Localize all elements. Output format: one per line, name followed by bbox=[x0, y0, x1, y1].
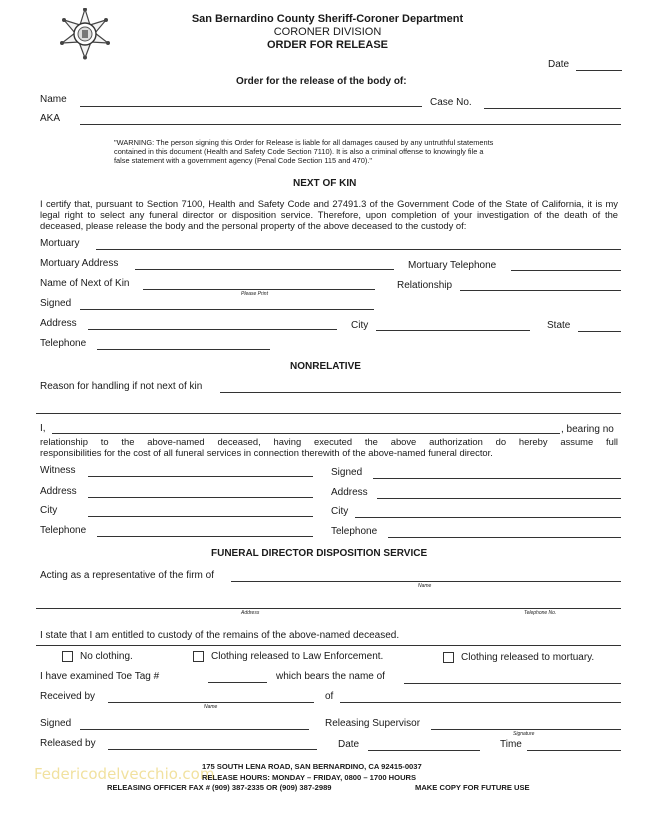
release-signed-field[interactable] bbox=[80, 729, 309, 730]
nonrelative-address-field[interactable] bbox=[377, 498, 621, 499]
mortuary-telephone-field[interactable] bbox=[511, 270, 621, 271]
release-date-field[interactable] bbox=[368, 750, 480, 751]
mortuary-address-field[interactable] bbox=[135, 269, 394, 270]
mortuary-field[interactable] bbox=[96, 249, 621, 250]
firm-telephone-caption: Telephone No. bbox=[524, 610, 557, 616]
funeral-director-heading: FUNERAL DIRECTOR DISPOSITION SERVICE bbox=[211, 548, 428, 559]
i-label: I, bbox=[40, 423, 46, 434]
aka-field[interactable] bbox=[80, 124, 621, 125]
responsibility-paragraph: relationship to the above-named deceased, having executed the above authorization do hereby assume full responsibilities for the cost of all funeral services in connection therewith of the above-named funeral director. bbox=[40, 436, 618, 458]
warning-text: "WARNING: The person signing this Order for Release is liable for all damages caused by any untruthful statements contained in this document (Health and Safety Code Section 7110). It is also a criminal offense to knowingly file a false statement with a government agency (Penal Code Section 115 and 470)." bbox=[114, 138, 494, 165]
nonrelative-signed-field[interactable] bbox=[373, 478, 621, 479]
of-label: of bbox=[325, 691, 334, 702]
release-signed-label: Signed bbox=[40, 718, 72, 729]
releasing-supervisor-field[interactable] bbox=[431, 729, 621, 730]
witness-telephone-field[interactable] bbox=[97, 536, 313, 537]
date-field[interactable] bbox=[576, 70, 622, 71]
of-field[interactable] bbox=[340, 702, 621, 703]
nonrelative-telephone-label: Telephone bbox=[331, 526, 378, 537]
nonrelative-city-label: City bbox=[331, 506, 349, 517]
telephone-label: Telephone bbox=[40, 338, 87, 349]
releasing-supervisor-label: Releasing Supervisor bbox=[325, 718, 421, 729]
toe-tag-label: I have examined Toe Tag # bbox=[40, 671, 160, 682]
signature-caption: Signature bbox=[513, 731, 535, 737]
witness-telephone-label: Telephone bbox=[40, 525, 87, 536]
order-line: Order for the release of the body of: bbox=[236, 76, 407, 87]
law-enforcement-checkbox[interactable] bbox=[193, 651, 204, 662]
firm-name-field[interactable] bbox=[231, 581, 621, 582]
name-label: Name bbox=[40, 94, 67, 105]
decedent-name-field[interactable] bbox=[80, 106, 422, 107]
nonrelative-address-label: Address bbox=[331, 487, 368, 498]
signed-field[interactable] bbox=[80, 309, 374, 310]
nonrelative-name-field[interactable] bbox=[52, 433, 560, 434]
department-name: San Bernardino County Sheriff-Coroner Department bbox=[191, 13, 464, 25]
nonrelative-heading: NONRELATIVE bbox=[290, 361, 361, 372]
witness-city-label: City bbox=[40, 505, 58, 516]
footer-hours: RELEASE HOURS: MONDAY – FRIDAY, 0800 – 1700 HOURS bbox=[202, 773, 417, 782]
release-time-field[interactable] bbox=[527, 750, 621, 751]
released-by-field[interactable] bbox=[108, 749, 317, 750]
form-title: ORDER FOR RELEASE bbox=[266, 39, 388, 51]
city-label: City bbox=[351, 320, 369, 331]
state-field[interactable] bbox=[578, 331, 621, 332]
no-clothing-label: No clothing. bbox=[80, 651, 133, 662]
telephone-field[interactable] bbox=[97, 349, 270, 350]
address-label: Address bbox=[40, 318, 77, 329]
witness-address-field[interactable] bbox=[88, 497, 313, 498]
released-by-label: Released by bbox=[40, 738, 96, 749]
no-clothing-checkbox[interactable] bbox=[62, 651, 73, 662]
city-field[interactable] bbox=[376, 330, 530, 331]
received-name-caption: Name bbox=[204, 704, 218, 710]
aka-label: AKA bbox=[40, 113, 61, 124]
nonrelative-signed-label: Signed bbox=[331, 467, 363, 478]
witness-address-label: Address bbox=[40, 486, 77, 497]
nonrelative-city-field[interactable] bbox=[355, 517, 621, 518]
custody-divider bbox=[36, 645, 621, 646]
mortuary-clothing-checkbox[interactable] bbox=[443, 652, 454, 663]
address-field[interactable] bbox=[88, 329, 337, 330]
reason-field-line-2[interactable] bbox=[36, 413, 621, 414]
firm-name-caption: Name bbox=[418, 583, 432, 589]
mortuary-address-label: Mortuary Address bbox=[40, 258, 119, 269]
watermark-text: Federicodelvecchio.com bbox=[34, 765, 215, 783]
toe-tag-field[interactable] bbox=[208, 682, 267, 683]
division-name: CORONER DIVISION bbox=[273, 26, 382, 38]
certification-paragraph: I certify that, pursuant to Section 7100, Health and Safety Code and 27491.3 of the Government Code of the State of California, it is my legal right to select any funeral director or disposition service. Therefore, upon completion of your investigation of the death of the deceased, please release the body and the personal property of the above deceased to the custody of: bbox=[40, 198, 618, 231]
nonrelative-telephone-field[interactable] bbox=[388, 537, 621, 538]
witness-label: Witness bbox=[40, 465, 76, 476]
date-label: Date bbox=[548, 59, 570, 70]
received-by-label: Received by bbox=[40, 691, 96, 702]
footer-copy-note: MAKE COPY FOR FUTURE USE bbox=[415, 783, 530, 792]
law-enforcement-label: Clothing released to Law Enforcement. bbox=[211, 651, 384, 662]
mortuary-clothing-label: Clothing released to mortuary. bbox=[461, 652, 595, 663]
custody-statement: I state that I am entitled to custody of the remains of the above-named deceased. bbox=[40, 630, 400, 641]
mortuary-telephone-label: Mortuary Telephone bbox=[408, 260, 497, 271]
case-no-field[interactable] bbox=[484, 108, 621, 109]
bearing-no-label: , bearing no bbox=[561, 424, 614, 435]
please-print-caption: Please Print bbox=[241, 291, 268, 297]
release-date-label: Date bbox=[338, 739, 360, 750]
release-time-label: Time bbox=[500, 739, 522, 750]
reason-field[interactable] bbox=[220, 392, 621, 393]
firm-address-caption: Address bbox=[241, 610, 260, 616]
relationship-label: Relationship bbox=[397, 280, 453, 291]
next-of-kin-name-field[interactable] bbox=[143, 289, 375, 290]
state-label: State bbox=[547, 320, 571, 331]
received-by-field[interactable] bbox=[108, 702, 314, 703]
signed-label: Signed bbox=[40, 298, 72, 309]
tag-name-field[interactable] bbox=[404, 683, 621, 684]
acting-label: Acting as a representative of the firm of bbox=[40, 570, 214, 581]
footer-address: 175 SOUTH LENA ROAD, SAN BERNARDINO, CA 92415-0037 bbox=[202, 762, 422, 771]
witness-field[interactable] bbox=[88, 476, 313, 477]
mortuary-label: Mortuary bbox=[40, 238, 80, 249]
next-of-kin-heading: NEXT OF KIN bbox=[293, 178, 357, 189]
firm-address-telephone-field[interactable] bbox=[36, 608, 621, 609]
case-no-label: Case No. bbox=[430, 97, 472, 108]
relationship-field[interactable] bbox=[460, 290, 621, 291]
next-of-kin-name-label: Name of Next of Kin bbox=[40, 278, 130, 289]
reason-label: Reason for handling if not next of kin bbox=[40, 381, 203, 392]
bears-name-label: which bears the name of bbox=[276, 671, 385, 682]
witness-city-field[interactable] bbox=[88, 516, 313, 517]
footer-fax: RELEASING OFFICER FAX # (909) 387-2335 OR (909) 387-2989 bbox=[107, 783, 332, 792]
